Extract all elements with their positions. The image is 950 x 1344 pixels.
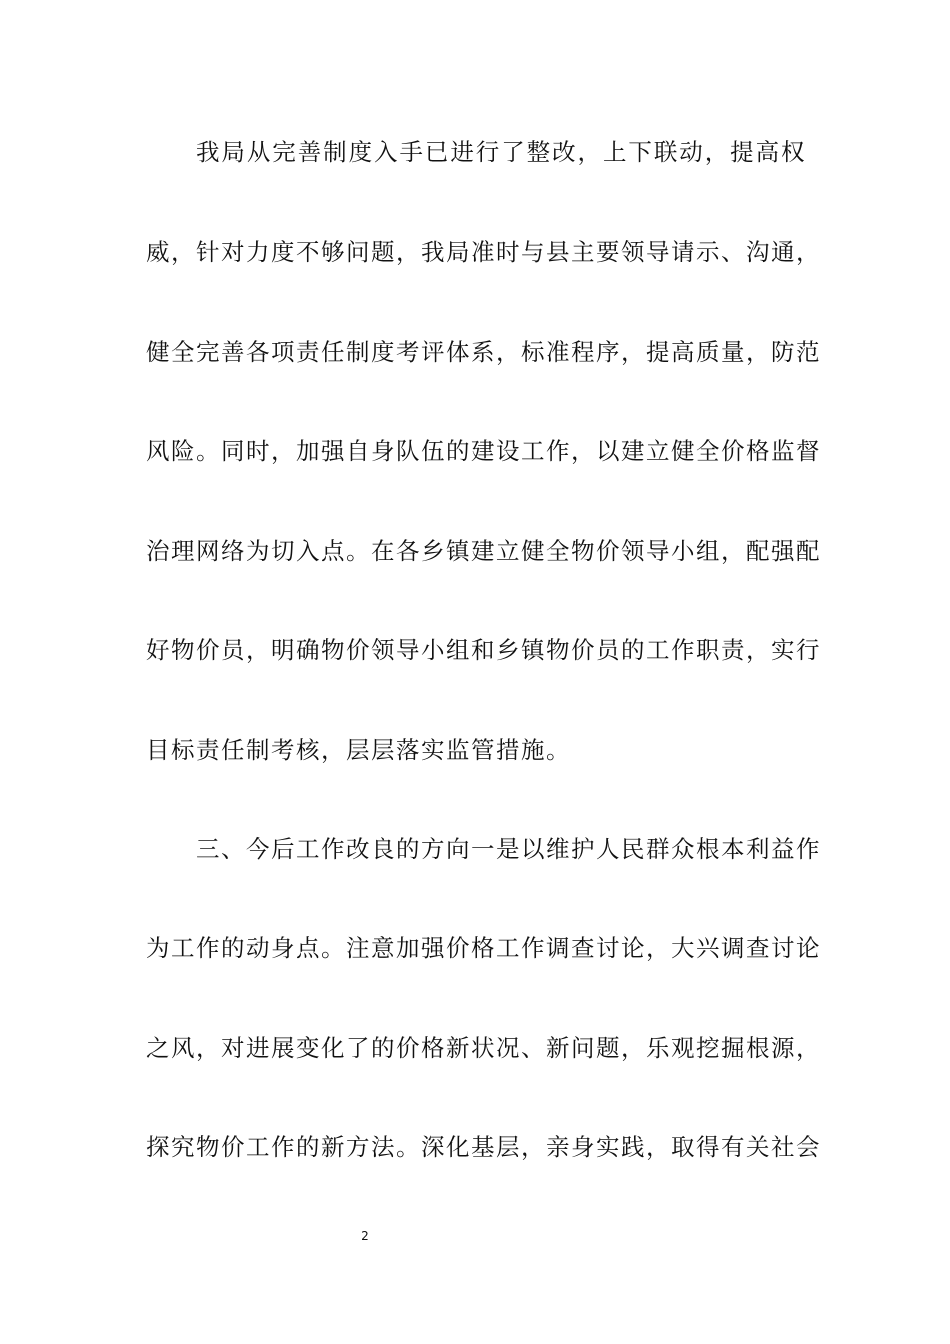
text-line: 我局从完善制度入手已进行了整改，上下联动，提高权 — [196, 138, 806, 166]
text-line: 治理网络为切入点。在各乡镇建立健全物价领导小组，配强配 — [146, 537, 821, 565]
page-number: 2 — [361, 1229, 369, 1243]
text-line: 风险。同时，加强自身队伍的建设工作，以建立健全价格监督 — [146, 437, 821, 465]
text-line: 健全完善各项责任制度考评体系，标准程序，提高质量，防范 — [146, 338, 821, 366]
text-line: 为工作的动身点。注意加强价格工作调查讨论，大兴调查讨论 — [146, 934, 821, 962]
text-line: 目标责任制考核，层层落实监管措施。 — [146, 736, 571, 764]
text-line: 三、今后工作改良的方向一是以维护人民群众根本利益作 — [196, 835, 821, 863]
text-line: 好物价员，明确物价领导小组和乡镇物价员的工作职责，实行 — [146, 636, 821, 664]
text-line: 之风，对进展变化了的价格新状况、新问题，乐观挖掘根源， — [146, 1034, 821, 1062]
text-line: 探究物价工作的新方法。深化基层，亲身实践，取得有关社会 — [146, 1133, 821, 1161]
text-line: 威，针对力度不够问题，我局准时与县主要领导请示、沟通， — [146, 238, 821, 266]
